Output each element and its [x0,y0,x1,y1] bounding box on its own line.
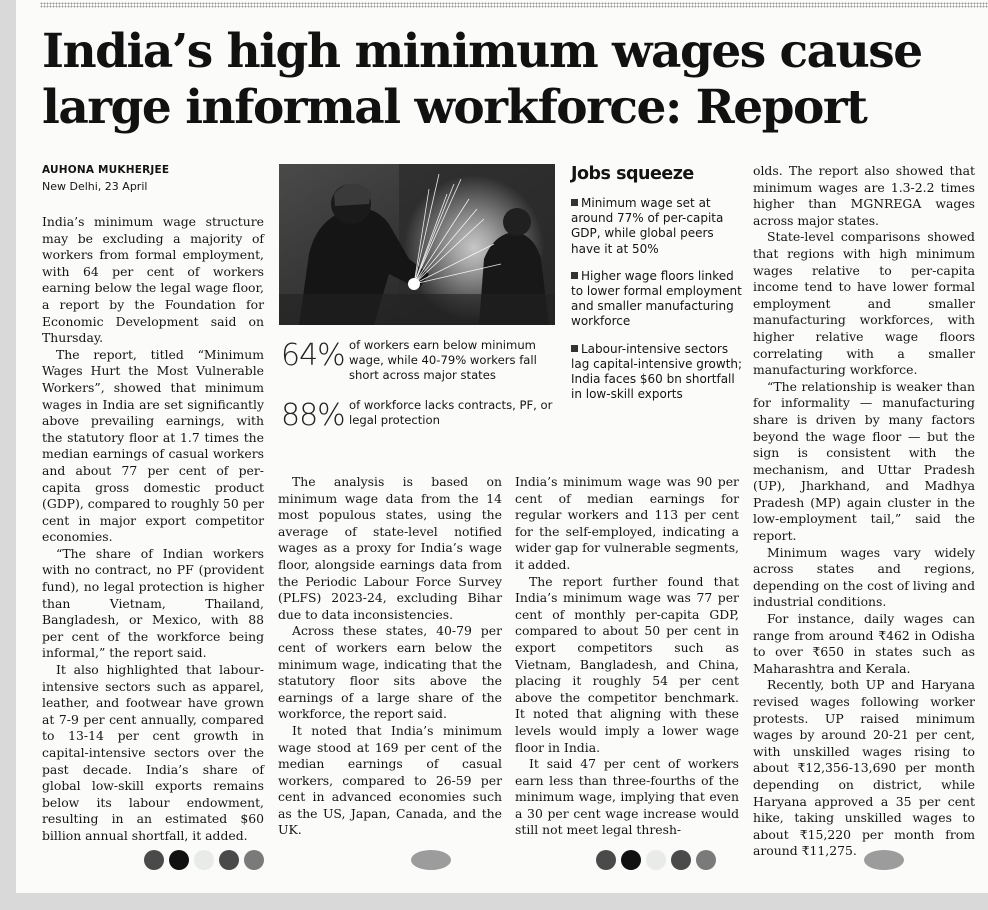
registration-oval [864,850,904,870]
paragraph: The analysis is based on minimum wage data from the 14 most populous states, using the average of state-level notified wages as a proxy for India’s wage floor, alongside earnings data from the Periodic Labour Force Survey (PLFS) 2023-24, excluding Bihar due to data inconsistencies. [278,474,502,622]
paragraph: State-level comparisons showed that regions with high minimum wages relative to per-capita income tend to have lower formal employment and smaller manufacturing workforces, with higher relative wage floors correlating with a smaller manufacturing workforce. [753,229,975,378]
stat-value: 88% [281,398,345,433]
paragraph: For instance, daily wages can range from around ₹462 in Odisha to over ₹650 in states such as Maharashtra and Kerala. [753,611,975,676]
box-point: Minimum wage set at around 77% of per-capita GDP, while global peers have it at 50% [571,196,724,256]
paragraph: India’s minimum wage structure may be excluding a majority of workers from formal employment, with 64 per cent of workers earning below the legal wage floor, a report by the Foundation for Economic Development said on Thursday. [42,214,264,346]
square-bullet-icon [571,272,578,279]
registration-dot [671,850,691,870]
stat-callouts [279,334,561,454]
square-bullet-icon [571,199,578,206]
stat-item [279,334,561,394]
article-column-1 [42,214,264,845]
paragraph: Across these states, 40-79 per cent of workers earn below the minimum wage, indicating that the statutory floor sits above the earnings of a large share of the workforce, the report said. [278,623,502,722]
registration-dot [621,850,641,870]
paragraph: Recently, both UP and Haryana revised wages following worker protests. UP raised minimum wages by around 20-21 per cent, with unskilled wages rising to about ₹12,356-13,690 per month depending on district, while Haryana approved a 35 per cent hike, taking unskilled wages to about ₹15,220 per month from around ₹11,275. [753,677,975,859]
stat-value: 64% [281,338,345,373]
dateline: New Delhi, 23 April [42,180,148,193]
paragraph: India’s minimum wage was 90 per cent of median earnings for regular workers and 113 per cent for the self-employed, indicating a wider gap for vulnerable segments, it added. [515,474,739,572]
paragraph: It said 47 per cent of workers earn less than three-fourths of the minimum wage, implying that even a 30 per cent wage increase would still not meet legal thresh- [515,756,739,838]
box-point: Labour-intensive sectors lag capital-intensive growth; India faces $60 bn shortfall in low-skill exports [571,341,743,402]
registration-dot [194,850,214,870]
registration-dot [646,850,666,870]
paragraph: It also highlighted that labour-intensive sectors such as apparel, leather, and footwear have grown at 7-9 per cent annually, compared to 13-14 per cent growth in capital-intensive sectors over the past decade. India’s share of global low-skill exports remains below its labour endowment, resulting in an estimated $60 billion annual shortfall, it added. [42,662,264,843]
newspaper-page [16,0,988,893]
registration-dot [696,850,716,870]
stat-text: of workers earn below minimum wage, while 40-79% workers fall short across major states [349,338,537,382]
paragraph: It noted that India’s minimum wage stood at 169 per cent of the median earnings of casual workers, compared to 26-59 per cent in advanced economies such as the US, Japan, Canada, and the UK. [278,722,502,838]
paragraph: “The share of Indian workers with no contract, no PF (provident fund), no legal protection is higher than Vietnam, Thailand, Bangladesh, or Mexico, with 88 per cent of the workforce being informal,” the report said. [42,545,264,661]
paragraph: The report, titled “Minimum Wages Hurt the Most Vulnerable Workers”, showed that minimum wages in India are set significantly above prevailing earnings, with the statutory floor at 1.7 times the median earnings of casual workers and about 77 per cent of per-capita gross domestic product (GDP), compared to roughly 50 per cent in major export competitor economies. [42,346,264,545]
article-column-3 [515,474,739,839]
paragraph: Minimum wages vary widely across states and regions, depending on the cost of living and industrial conditions. [753,544,975,610]
registration-dot [144,850,164,870]
paragraph: “The relationship is weaker than for informality — manufacturing share is driven by many factors beyond the wage floor — but the sign is consistent with the mechanism, and Uttar Pradesh (UP), Jharkhand, and Madhya Pradesh (MP) again cluster in the low-employment tail,” said the report. [753,378,975,544]
registration-dot [596,850,616,870]
welder-sparks-photo [279,164,555,325]
paragraph: olds. The report also showed that minimum wages are 1.3-2.2 times higher than MGNREGA wages across major states. [753,163,975,228]
stat-item [279,394,561,454]
registration-dot [219,850,239,870]
article-column-2 [278,474,502,839]
square-bullet-icon [571,345,578,352]
photo-illustration [279,164,555,325]
top-halftone-strip [40,2,988,8]
registration-dot [169,850,189,870]
article-column-4 [753,163,975,860]
registration-dot [244,850,264,870]
registration-oval [411,850,451,870]
box-point: Higher wage floors linked to lower formal employment and smaller manufacturing workforce [571,268,742,329]
stat-text: of workforce lacks contracts, PF, or legal protection [349,398,553,427]
jobs-squeeze-box [571,164,743,414]
byline-author: AUHONA MUKHERJEE [42,164,170,176]
headline: India’s high minimum wages cause large informal workforce: Report [42,24,922,135]
box-title: Jobs squeeze [571,164,694,184]
paragraph: The report further found that India’s minimum wage was 77 per cent of monthly per-capita GDP, compared to about 50 per cent in export competitors such as Vietnam, Bangladesh, and China, placing it roughly 54 per cent above the competitor benchmark. It noted that aligning with these levels would imply a lower wage floor in India. [515,573,739,755]
